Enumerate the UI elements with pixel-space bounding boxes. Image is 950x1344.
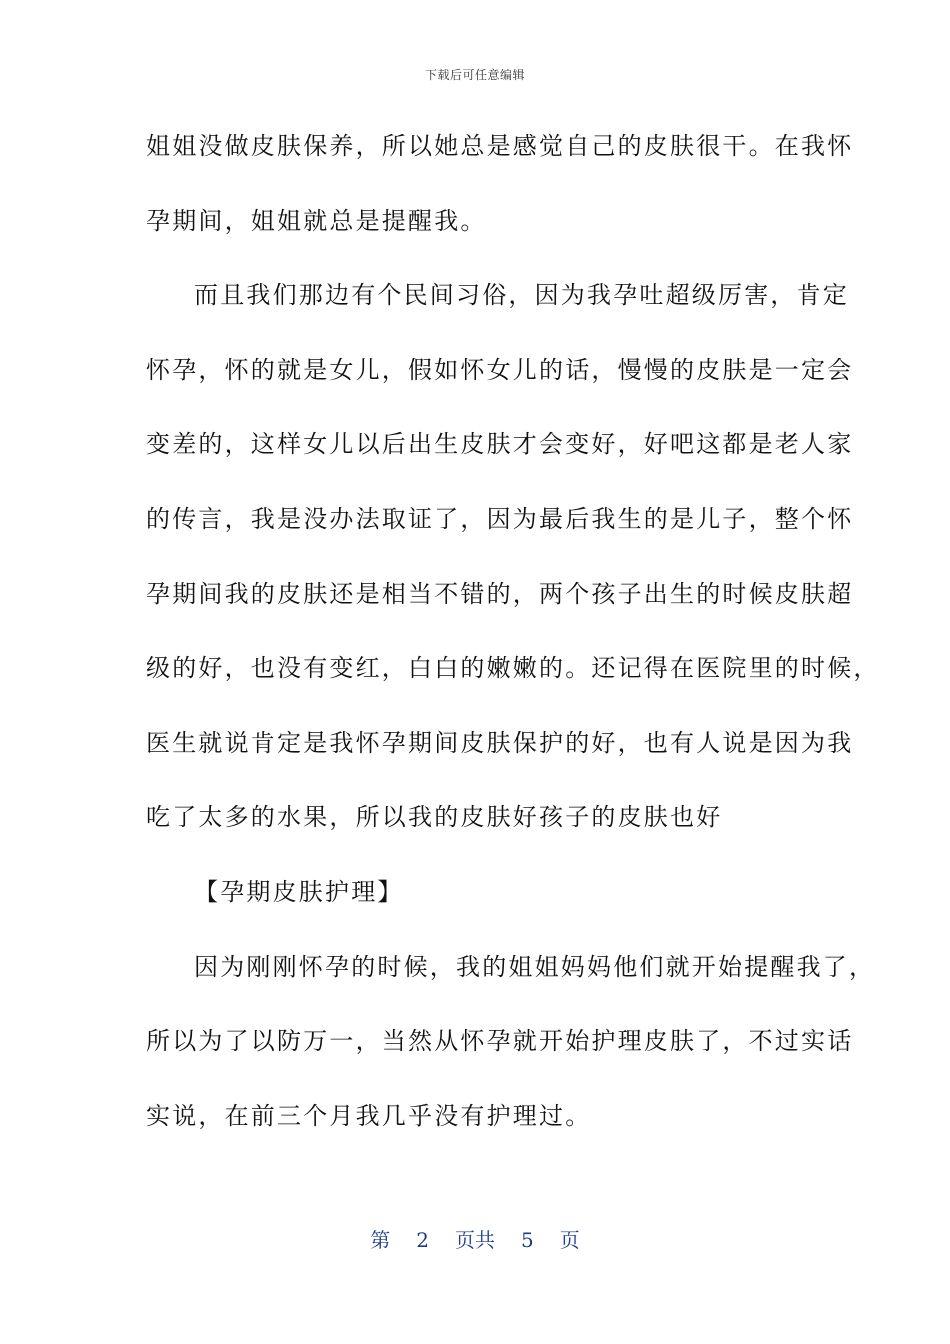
- paragraph-line: 而且我们那边有个民间习俗，因为我孕吐超级厉害，肯定: [194, 281, 849, 310]
- paragraph-line: 所以为了以防万一，当然从怀孕就开始护理皮肤了，不过实话: [146, 1027, 854, 1056]
- document-body: [146, 120, 880, 1164]
- paragraph-line: 孕期间，姐姐就总是提醒我。: [146, 206, 487, 235]
- current-page-number: 2: [416, 1228, 429, 1252]
- page-label-suffix: 页: [559, 1228, 580, 1252]
- paragraph-line: 级的好，也没有变红，白白的嫩嫩的。还记得在医院里的时候，: [146, 654, 880, 683]
- paragraph-line: 孕期间我的皮肤还是相当不错的，两个孩子出生的时候皮肤超: [146, 579, 854, 608]
- page-header: 下载后可任意编辑: [424, 68, 525, 82]
- paragraph-line: 实说，在前三个月我几乎没有护理过。: [146, 1101, 592, 1130]
- paragraph-line: 医生就说肯定是我怀孕期间皮肤保护的好，也有人说是因为我: [146, 728, 854, 757]
- paragraph-line: 怀孕，怀的就是女儿，假如怀女儿的话，慢慢的皮肤是一定会: [146, 355, 854, 384]
- page-label-mid: 页共: [455, 1228, 495, 1252]
- paragraph-line: 姐姐没做皮肤保养，所以她总是感觉自己的皮肤很干。在我怀: [146, 132, 854, 160]
- page-footer: [0, 1224, 950, 1253]
- paragraph-line: 变差的，这样女儿以后出生皮肤才会变好，好吧这都是老人家: [146, 430, 854, 459]
- paragraph-line: 因为刚刚怀孕的时候，我的姐姐妈妈他们就开始提醒我了，: [194, 952, 876, 981]
- page-label-prefix: 第: [370, 1228, 391, 1252]
- paragraph-line: 吃了太多的水果，所以我的皮肤好孩子的皮肤也好: [146, 803, 723, 832]
- section-heading: 【孕期皮肤护理】: [194, 877, 404, 906]
- total-pages-number: 5: [521, 1228, 534, 1252]
- paragraph-line: 的传言，我是没办法取证了，因为最后我生的是儿子，整个怀: [146, 504, 854, 533]
